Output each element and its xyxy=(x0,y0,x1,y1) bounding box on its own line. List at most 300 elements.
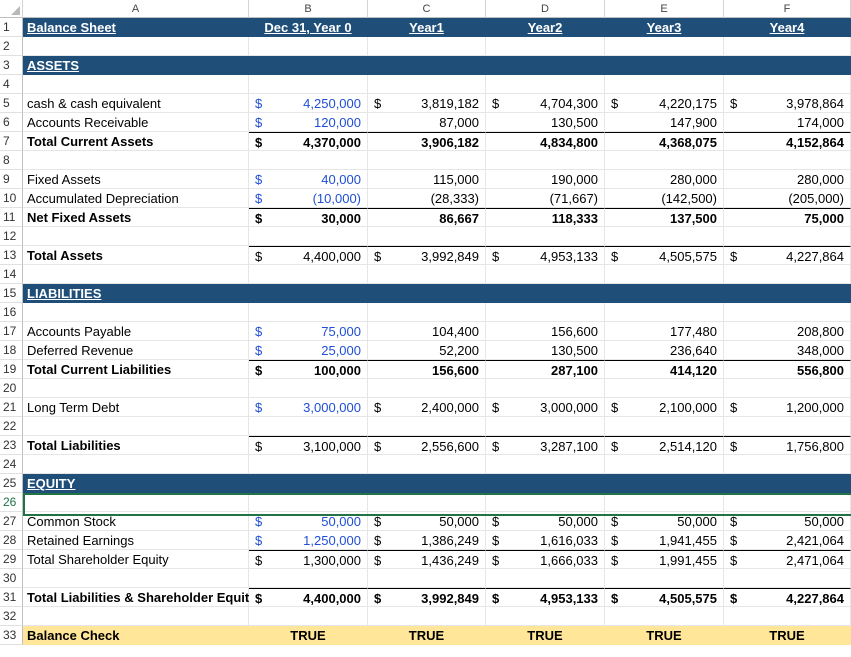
row-header[interactable]: 30 xyxy=(0,569,23,588)
cell-empty[interactable] xyxy=(23,75,249,94)
row-header[interactable]: 32 xyxy=(0,607,23,626)
period-label: Year2 xyxy=(527,20,563,35)
cell-value-tse[interactable] xyxy=(249,550,368,569)
cell-section-band[interactable] xyxy=(486,284,605,303)
cell-balance-check-label[interactable]: Balance Check xyxy=(23,626,249,645)
currency-symbol: $ xyxy=(374,96,382,111)
row-header[interactable]: 24 xyxy=(0,455,23,474)
cell-empty[interactable] xyxy=(724,417,851,436)
cell-row-label-cash[interactable]: cash & cash equivalent xyxy=(23,94,249,113)
currency-symbol: $ xyxy=(492,249,500,264)
cell-value-dr[interactable] xyxy=(724,341,851,360)
cell-value-ta[interactable] xyxy=(605,246,724,265)
cell-empty[interactable] xyxy=(368,37,486,56)
row-header[interactable]: 9 xyxy=(0,170,23,189)
cell-value-tcl[interactable] xyxy=(368,360,486,379)
cell-period-header[interactable] xyxy=(486,18,605,37)
cell-value-cs[interactable] xyxy=(605,512,724,531)
cell-value-tl[interactable] xyxy=(486,436,605,455)
cell-number: 30,000 xyxy=(321,211,361,226)
cell-section-band[interactable] xyxy=(605,56,724,75)
row-header[interactable]: 1 xyxy=(0,18,23,37)
column-header-a[interactable]: A xyxy=(23,0,249,18)
cell-value-cs[interactable] xyxy=(249,512,368,531)
cell-empty[interactable] xyxy=(605,417,724,436)
cell-number: 1,756,800 xyxy=(786,439,844,454)
cell-empty[interactable] xyxy=(605,265,724,284)
row-header[interactable]: 4 xyxy=(0,75,23,94)
cell-empty[interactable] xyxy=(486,493,605,512)
cell-value-ad[interactable] xyxy=(368,189,486,208)
cell-number: 50,000 xyxy=(677,514,717,529)
cell-balance-sheet-title[interactable] xyxy=(23,18,249,37)
row-header[interactable]: 12 xyxy=(0,227,23,246)
cell-empty[interactable] xyxy=(249,607,368,626)
row-header[interactable]: 7 xyxy=(0,132,23,151)
cell-value-ta[interactable] xyxy=(486,246,605,265)
cell-balance-check-value[interactable]: TRUE xyxy=(368,626,486,645)
cell-section-band[interactable] xyxy=(368,56,486,75)
currency-symbol: $ xyxy=(492,553,500,568)
cell-empty[interactable] xyxy=(486,265,605,284)
cell-empty[interactable] xyxy=(249,379,368,398)
cell-empty[interactable] xyxy=(23,493,249,512)
cell-empty[interactable] xyxy=(23,37,249,56)
cell-empty[interactable] xyxy=(249,417,368,436)
cell-empty[interactable] xyxy=(368,227,486,246)
cell-empty[interactable] xyxy=(486,227,605,246)
currency-symbol: $ xyxy=(255,96,263,111)
cell-period-header[interactable] xyxy=(724,18,851,37)
currency-symbol: $ xyxy=(255,249,263,264)
cell-period-header[interactable] xyxy=(368,18,486,37)
cell-value-tca[interactable] xyxy=(605,132,724,151)
cell-empty[interactable] xyxy=(605,37,724,56)
column-header-b[interactable]: B xyxy=(249,0,368,18)
cell-row-label-cs[interactable]: Common Stock xyxy=(23,512,249,531)
cell-value-tlse[interactable] xyxy=(249,588,368,607)
cell-empty[interactable] xyxy=(486,75,605,94)
cell-number: 4,953,133 xyxy=(540,249,598,264)
cell-section-band[interactable] xyxy=(486,474,605,493)
cell-value-ta[interactable] xyxy=(368,246,486,265)
row-header[interactable]: 29 xyxy=(0,550,23,569)
cell-value-tcl[interactable] xyxy=(486,360,605,379)
cell-value-cs[interactable] xyxy=(486,512,605,531)
cell-empty[interactable] xyxy=(724,151,851,170)
column-header-c[interactable]: C xyxy=(368,0,486,18)
cell-value-ar[interactable] xyxy=(486,113,605,132)
cell-number: 115,000 xyxy=(432,172,479,187)
row-header[interactable]: 27 xyxy=(0,512,23,531)
cell-empty[interactable] xyxy=(486,569,605,588)
currency-symbol: $ xyxy=(255,343,263,358)
cell-number: 137,500 xyxy=(670,211,717,226)
cell-section-band[interactable] xyxy=(486,56,605,75)
cell-value-tca[interactable] xyxy=(249,132,368,151)
cell-section-band[interactable] xyxy=(724,284,851,303)
cell-empty[interactable] xyxy=(368,607,486,626)
cell-empty[interactable] xyxy=(249,265,368,284)
row-header[interactable]: 18 xyxy=(0,341,23,360)
cell-number: 4,505,575 xyxy=(659,249,717,264)
cell-empty[interactable] xyxy=(724,493,851,512)
cell-section-assets[interactable] xyxy=(23,56,249,75)
cell-value-ar[interactable] xyxy=(249,113,368,132)
cell-number: (142,500) xyxy=(661,191,717,206)
cell-empty[interactable] xyxy=(486,607,605,626)
cell-empty[interactable] xyxy=(724,569,851,588)
cell-empty[interactable] xyxy=(249,75,368,94)
cell-empty[interactable] xyxy=(605,151,724,170)
cell-value-ad[interactable] xyxy=(724,189,851,208)
cell-number: 1,436,249 xyxy=(421,553,479,568)
cell-section-band[interactable] xyxy=(249,284,368,303)
cell-empty[interactable] xyxy=(368,265,486,284)
cell-empty[interactable] xyxy=(724,607,851,626)
cell-value-tca[interactable] xyxy=(368,132,486,151)
cell-section-band[interactable] xyxy=(724,56,851,75)
cell-row-label-ad[interactable]: Accumulated Depreciation xyxy=(23,189,249,208)
cell-value-dr[interactable] xyxy=(249,341,368,360)
currency-symbol: $ xyxy=(611,591,619,606)
cell-value-dr[interactable] xyxy=(486,341,605,360)
row-header[interactable]: 28 xyxy=(0,531,23,550)
cell-number: 75,000 xyxy=(804,211,844,226)
cell-number: 4,250,000 xyxy=(303,96,361,111)
cell-value-ad[interactable] xyxy=(486,189,605,208)
period-label: Dec 31, Year 0 xyxy=(264,20,352,35)
cell-empty[interactable] xyxy=(486,37,605,56)
cell-value-tl[interactable] xyxy=(724,436,851,455)
row-header[interactable]: 13 xyxy=(0,246,23,265)
cell-value-tca[interactable] xyxy=(486,132,605,151)
cell-empty[interactable] xyxy=(368,569,486,588)
cell-number: 4,227,864 xyxy=(786,249,844,264)
cell-value-tlse[interactable] xyxy=(486,588,605,607)
cell-row-label-tl[interactable]: Total Liabilities xyxy=(23,436,249,455)
cell-section-band[interactable] xyxy=(249,474,368,493)
cell-value-ap[interactable] xyxy=(724,322,851,341)
sheet-row xyxy=(0,474,851,493)
cell-empty[interactable] xyxy=(486,455,605,474)
currency-symbol: $ xyxy=(255,135,263,150)
cell-empty[interactable] xyxy=(249,493,368,512)
cell-balance-check-value[interactable]: TRUE xyxy=(605,626,724,645)
cell-empty[interactable] xyxy=(23,455,249,474)
cell-empty[interactable] xyxy=(724,75,851,94)
currency-symbol: $ xyxy=(374,400,382,415)
cell-empty[interactable] xyxy=(23,379,249,398)
cell-value-tcl[interactable] xyxy=(724,360,851,379)
cell-row-label-ta[interactable]: Total Assets xyxy=(23,246,249,265)
cell-value-tl[interactable] xyxy=(368,436,486,455)
cell-empty[interactable] xyxy=(605,607,724,626)
cell-value-cash[interactable] xyxy=(605,94,724,113)
row-header[interactable]: 17 xyxy=(0,322,23,341)
cell-number: 1,941,455 xyxy=(659,533,717,548)
cell-value-tcl[interactable] xyxy=(249,360,368,379)
cell-value-re[interactable] xyxy=(605,531,724,550)
cell-value-tlse[interactable] xyxy=(368,588,486,607)
cell-value-ltd[interactable] xyxy=(486,398,605,417)
cell-value-ltd[interactable] xyxy=(724,398,851,417)
cell-section-band[interactable] xyxy=(368,474,486,493)
cell-empty[interactable] xyxy=(605,303,724,322)
cell-empty[interactable] xyxy=(249,455,368,474)
cell-empty[interactable] xyxy=(249,37,368,56)
row-header[interactable]: 15 xyxy=(0,284,23,303)
cell-value-ta[interactable] xyxy=(249,246,368,265)
cell-number: 50,000 xyxy=(558,514,598,529)
column-header-d[interactable]: D xyxy=(486,0,605,18)
cell-section-band[interactable] xyxy=(605,284,724,303)
cell-value-nfa[interactable] xyxy=(605,208,724,227)
cell-section-liabilities[interactable] xyxy=(23,284,249,303)
cell-empty[interactable] xyxy=(368,151,486,170)
row-header[interactable]: 8 xyxy=(0,151,23,170)
cell-value-fa[interactable] xyxy=(368,170,486,189)
cell-value-re[interactable] xyxy=(486,531,605,550)
cell-value-re[interactable] xyxy=(368,531,486,550)
cell-empty[interactable] xyxy=(249,569,368,588)
row-header[interactable]: 2 xyxy=(0,37,23,56)
currency-symbol: $ xyxy=(255,591,263,606)
cell-number: 236,640 xyxy=(670,343,717,358)
cell-row-label-nfa[interactable]: Net Fixed Assets xyxy=(23,208,249,227)
cell-number: 1,300,000 xyxy=(303,553,361,568)
cell-number: 177,480 xyxy=(670,324,717,339)
cell-empty[interactable] xyxy=(724,265,851,284)
cell-empty[interactable] xyxy=(486,151,605,170)
cell-empty[interactable] xyxy=(23,303,249,322)
cell-value-ar[interactable] xyxy=(368,113,486,132)
sheet-title: Balance Sheet xyxy=(27,20,116,35)
row-header[interactable]: 21 xyxy=(0,398,23,417)
currency-symbol: $ xyxy=(492,533,500,548)
cell-value-fa[interactable] xyxy=(486,170,605,189)
cell-value-re[interactable] xyxy=(249,531,368,550)
cell-value-nfa[interactable] xyxy=(368,208,486,227)
cell-empty[interactable] xyxy=(724,303,851,322)
cell-number: 348,000 xyxy=(797,343,844,358)
cell-value-tlse[interactable] xyxy=(724,588,851,607)
cell-empty[interactable] xyxy=(23,265,249,284)
cell-empty[interactable] xyxy=(368,379,486,398)
cell-value-tse[interactable] xyxy=(605,550,724,569)
cell-number: 2,100,000 xyxy=(659,400,717,415)
cell-number: 75,000 xyxy=(321,324,361,339)
cell-row-label-tse[interactable]: Total Shareholder Equity xyxy=(23,550,249,569)
cell-empty[interactable] xyxy=(23,607,249,626)
row-header[interactable]: 25 xyxy=(0,474,23,493)
cell-value-cash[interactable] xyxy=(486,94,605,113)
cell-section-band[interactable] xyxy=(368,284,486,303)
cell-empty[interactable] xyxy=(23,569,249,588)
cell-value-tse[interactable] xyxy=(724,550,851,569)
cell-value-tca[interactable] xyxy=(724,132,851,151)
cell-value-dr[interactable] xyxy=(605,341,724,360)
cell-empty[interactable] xyxy=(724,227,851,246)
row-header[interactable]: 23 xyxy=(0,436,23,455)
cell-number: 4,220,175 xyxy=(659,96,717,111)
cell-empty[interactable] xyxy=(724,37,851,56)
row-header[interactable]: 33 xyxy=(0,626,23,645)
row-header[interactable]: 6 xyxy=(0,113,23,132)
row-header[interactable]: 16 xyxy=(0,303,23,322)
currency-symbol: $ xyxy=(255,211,263,226)
cell-empty[interactable] xyxy=(368,493,486,512)
cell-empty[interactable] xyxy=(724,455,851,474)
cell-section-band[interactable] xyxy=(605,474,724,493)
cell-value-ap[interactable] xyxy=(605,322,724,341)
cell-row-label-fa[interactable]: Fixed Assets xyxy=(23,170,249,189)
cell-value-nfa[interactable] xyxy=(486,208,605,227)
cell-value-tl[interactable] xyxy=(605,436,724,455)
row-header[interactable]: 19 xyxy=(0,360,23,379)
cell-number: 50,000 xyxy=(439,514,479,529)
cell-empty[interactable] xyxy=(486,379,605,398)
cell-value-ar[interactable] xyxy=(724,113,851,132)
cell-value-ltd[interactable] xyxy=(605,398,724,417)
sheet-row xyxy=(0,436,851,455)
row-header[interactable]: 31 xyxy=(0,588,23,607)
cell-number: 118,333 xyxy=(551,211,598,226)
row-header[interactable]: 11 xyxy=(0,208,23,227)
cell-empty[interactable] xyxy=(486,417,605,436)
cell-value-re[interactable] xyxy=(724,531,851,550)
cell-balance-check-value[interactable]: TRUE xyxy=(249,626,368,645)
cell-value-cs[interactable] xyxy=(368,512,486,531)
cell-balance-check-value[interactable]: TRUE xyxy=(724,626,851,645)
cell-empty[interactable] xyxy=(249,151,368,170)
cell-value-tlse[interactable] xyxy=(605,588,724,607)
cell-value-ta[interactable] xyxy=(724,246,851,265)
cell-section-equity[interactable] xyxy=(23,474,249,493)
cell-value-ap[interactable] xyxy=(486,322,605,341)
cell-row-label-re[interactable]: Retained Earnings xyxy=(23,531,249,550)
cell-empty[interactable] xyxy=(368,455,486,474)
cell-value-cash[interactable] xyxy=(249,94,368,113)
cell-empty[interactable] xyxy=(724,379,851,398)
cell-number: 4,400,000 xyxy=(303,249,361,264)
cell-value-tse[interactable] xyxy=(368,550,486,569)
cell-empty[interactable] xyxy=(368,417,486,436)
cell-number: 104,400 xyxy=(432,324,479,339)
cell-value-ap[interactable] xyxy=(368,322,486,341)
cell-empty[interactable] xyxy=(249,303,368,322)
cell-value-tl[interactable] xyxy=(249,436,368,455)
cell-value-tcl[interactable] xyxy=(605,360,724,379)
cell-empty[interactable] xyxy=(368,75,486,94)
cell-value-nfa[interactable] xyxy=(724,208,851,227)
currency-symbol: $ xyxy=(374,249,382,264)
currency-symbol: $ xyxy=(611,400,619,415)
cell-value-ad[interactable] xyxy=(605,189,724,208)
cell-value-nfa[interactable] xyxy=(249,208,368,227)
row-header[interactable]: 10 xyxy=(0,189,23,208)
cell-section-band[interactable] xyxy=(724,474,851,493)
sheet-row xyxy=(0,284,851,303)
sheet-row xyxy=(0,569,851,588)
cell-empty[interactable] xyxy=(368,303,486,322)
cell-number: 280,000 xyxy=(797,172,844,187)
cell-empty[interactable] xyxy=(486,303,605,322)
cell-number: 156,600 xyxy=(551,324,598,339)
cell-value-cash[interactable] xyxy=(724,94,851,113)
cell-number: 4,227,864 xyxy=(786,591,844,606)
cell-value-fa[interactable] xyxy=(724,170,851,189)
cell-row-label-tcl[interactable]: Total Current Liabilities xyxy=(23,360,249,379)
cell-empty[interactable] xyxy=(249,227,368,246)
cell-number: 208,800 xyxy=(797,324,844,339)
column-header-e[interactable]: E xyxy=(605,0,724,18)
cell-period-header[interactable] xyxy=(249,18,368,37)
currency-symbol: $ xyxy=(255,533,263,548)
cell-number: 4,368,075 xyxy=(659,135,717,150)
cell-row-label-ar[interactable]: Accounts Receivable xyxy=(23,113,249,132)
cell-value-cs[interactable] xyxy=(724,512,851,531)
cell-empty[interactable] xyxy=(605,569,724,588)
cell-number: 40,000 xyxy=(321,172,361,187)
cell-value-tse[interactable] xyxy=(486,550,605,569)
row-header[interactable]: 5 xyxy=(0,94,23,113)
cell-empty[interactable] xyxy=(605,493,724,512)
cell-value-ltd[interactable] xyxy=(249,398,368,417)
cell-row-label-ap[interactable]: Accounts Payable xyxy=(23,322,249,341)
cell-value-dr[interactable] xyxy=(368,341,486,360)
cell-row-label-tca[interactable]: Total Current Assets xyxy=(23,132,249,151)
row-header[interactable]: 3 xyxy=(0,56,23,75)
select-all-corner[interactable] xyxy=(0,0,23,18)
column-header-f[interactable]: F xyxy=(724,0,851,18)
cell-value-fa[interactable] xyxy=(605,170,724,189)
cell-empty[interactable] xyxy=(605,379,724,398)
sheet-row xyxy=(0,265,851,284)
currency-symbol: $ xyxy=(730,400,738,415)
cell-value-ap[interactable] xyxy=(249,322,368,341)
currency-symbol: $ xyxy=(492,439,500,454)
row-header[interactable]: 22 xyxy=(0,417,23,436)
cell-period-header[interactable] xyxy=(605,18,724,37)
cell-number: 1,616,033 xyxy=(540,533,598,548)
cell-empty[interactable] xyxy=(605,227,724,246)
cell-value-ar[interactable] xyxy=(605,113,724,132)
sheet-row xyxy=(0,56,851,75)
cell-empty[interactable] xyxy=(605,455,724,474)
cell-empty[interactable] xyxy=(605,75,724,94)
currency-symbol: $ xyxy=(374,439,382,454)
cell-row-label-dr[interactable]: Deferred Revenue xyxy=(23,341,249,360)
cell-row-label-ltd[interactable]: Long Term Debt xyxy=(23,398,249,417)
cell-empty[interactable] xyxy=(23,417,249,436)
sheet-row xyxy=(0,493,851,512)
cell-value-ltd[interactable] xyxy=(368,398,486,417)
cell-value-ad[interactable] xyxy=(249,189,368,208)
cell-empty[interactable] xyxy=(23,151,249,170)
row-header[interactable]: 20 xyxy=(0,379,23,398)
cell-empty[interactable] xyxy=(23,227,249,246)
sheet-row xyxy=(0,626,851,645)
cell-section-band[interactable] xyxy=(249,56,368,75)
cell-value-fa[interactable] xyxy=(249,170,368,189)
row-header[interactable]: 14 xyxy=(0,265,23,284)
row-header[interactable]: 26 xyxy=(0,493,23,512)
cell-balance-check-value[interactable]: TRUE xyxy=(486,626,605,645)
cell-value-cash[interactable] xyxy=(368,94,486,113)
sheet-row xyxy=(0,227,851,246)
cell-row-label-tlse[interactable]: Total Liabilities & Shareholder Equit xyxy=(23,588,249,607)
